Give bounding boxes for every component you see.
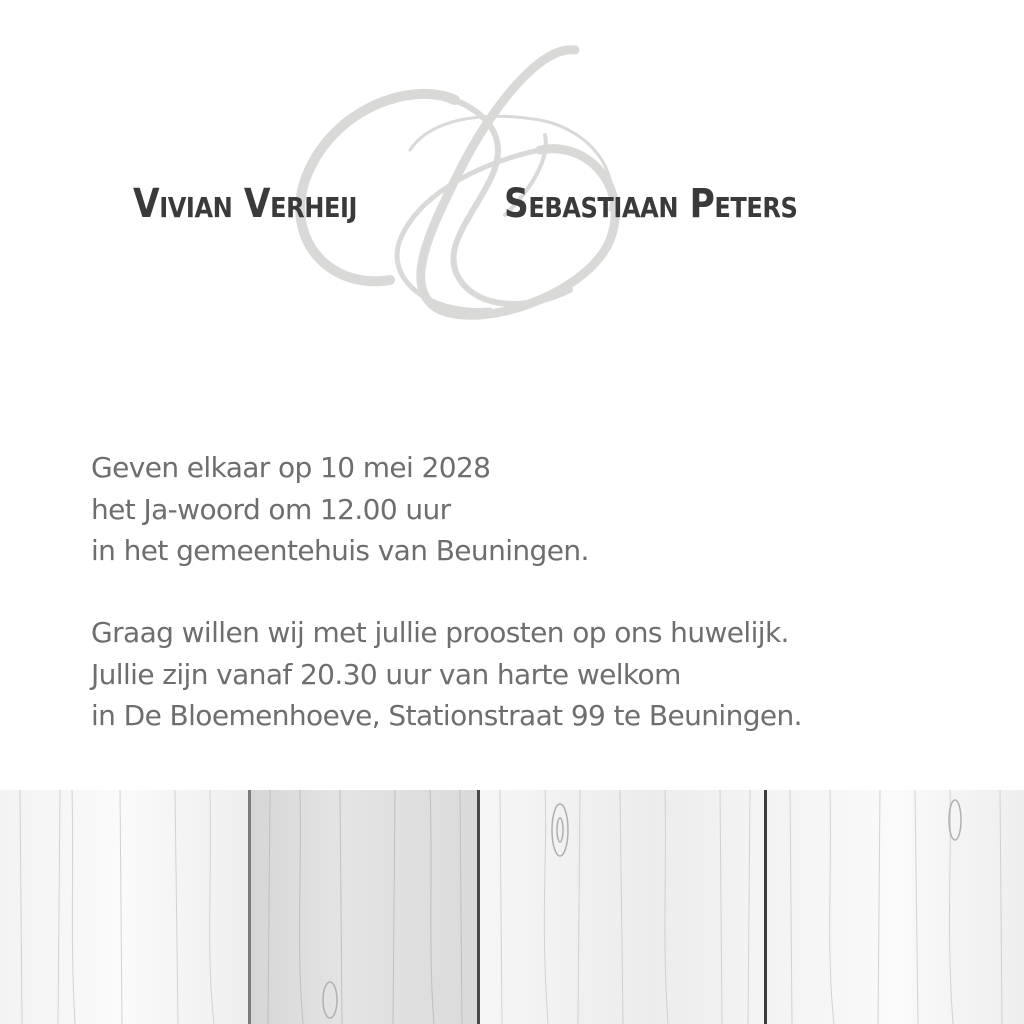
reception-line-3: in De Bloemenhoeve, Stationstraat 99 te Beuningen. — [91, 699, 802, 732]
plank-gap-3 — [764, 790, 767, 1024]
ceremony-line-2: het Ja-woord om 12.00 uur — [91, 492, 451, 526]
couple-names — [0, 176, 1024, 236]
plank-gap-1 — [248, 790, 251, 1024]
reception-line-1: Graag willen wij met jullie proosten op ons huwelijk. — [91, 616, 789, 649]
plank-4 — [767, 790, 1024, 1024]
wood-planks-decoration — [0, 790, 1024, 1024]
plank-2 — [251, 790, 477, 1024]
bride-name: Vivian Verheij — [133, 181, 358, 227]
ceremony-line-1: Geven elkaar op 10 mei 2028 — [91, 451, 491, 484]
ceremony-line-3: in het gemeentehuis van Beuningen. — [91, 534, 589, 567]
groom-name: Sebastiaan Peters — [504, 181, 798, 227]
ceremony-details — [91, 447, 951, 572]
reception-details — [91, 612, 951, 737]
plank-gap-2 — [477, 790, 480, 1024]
reception-line-2: Jullie zijn vanaf 20.30 uur van harte welkom — [91, 657, 681, 691]
